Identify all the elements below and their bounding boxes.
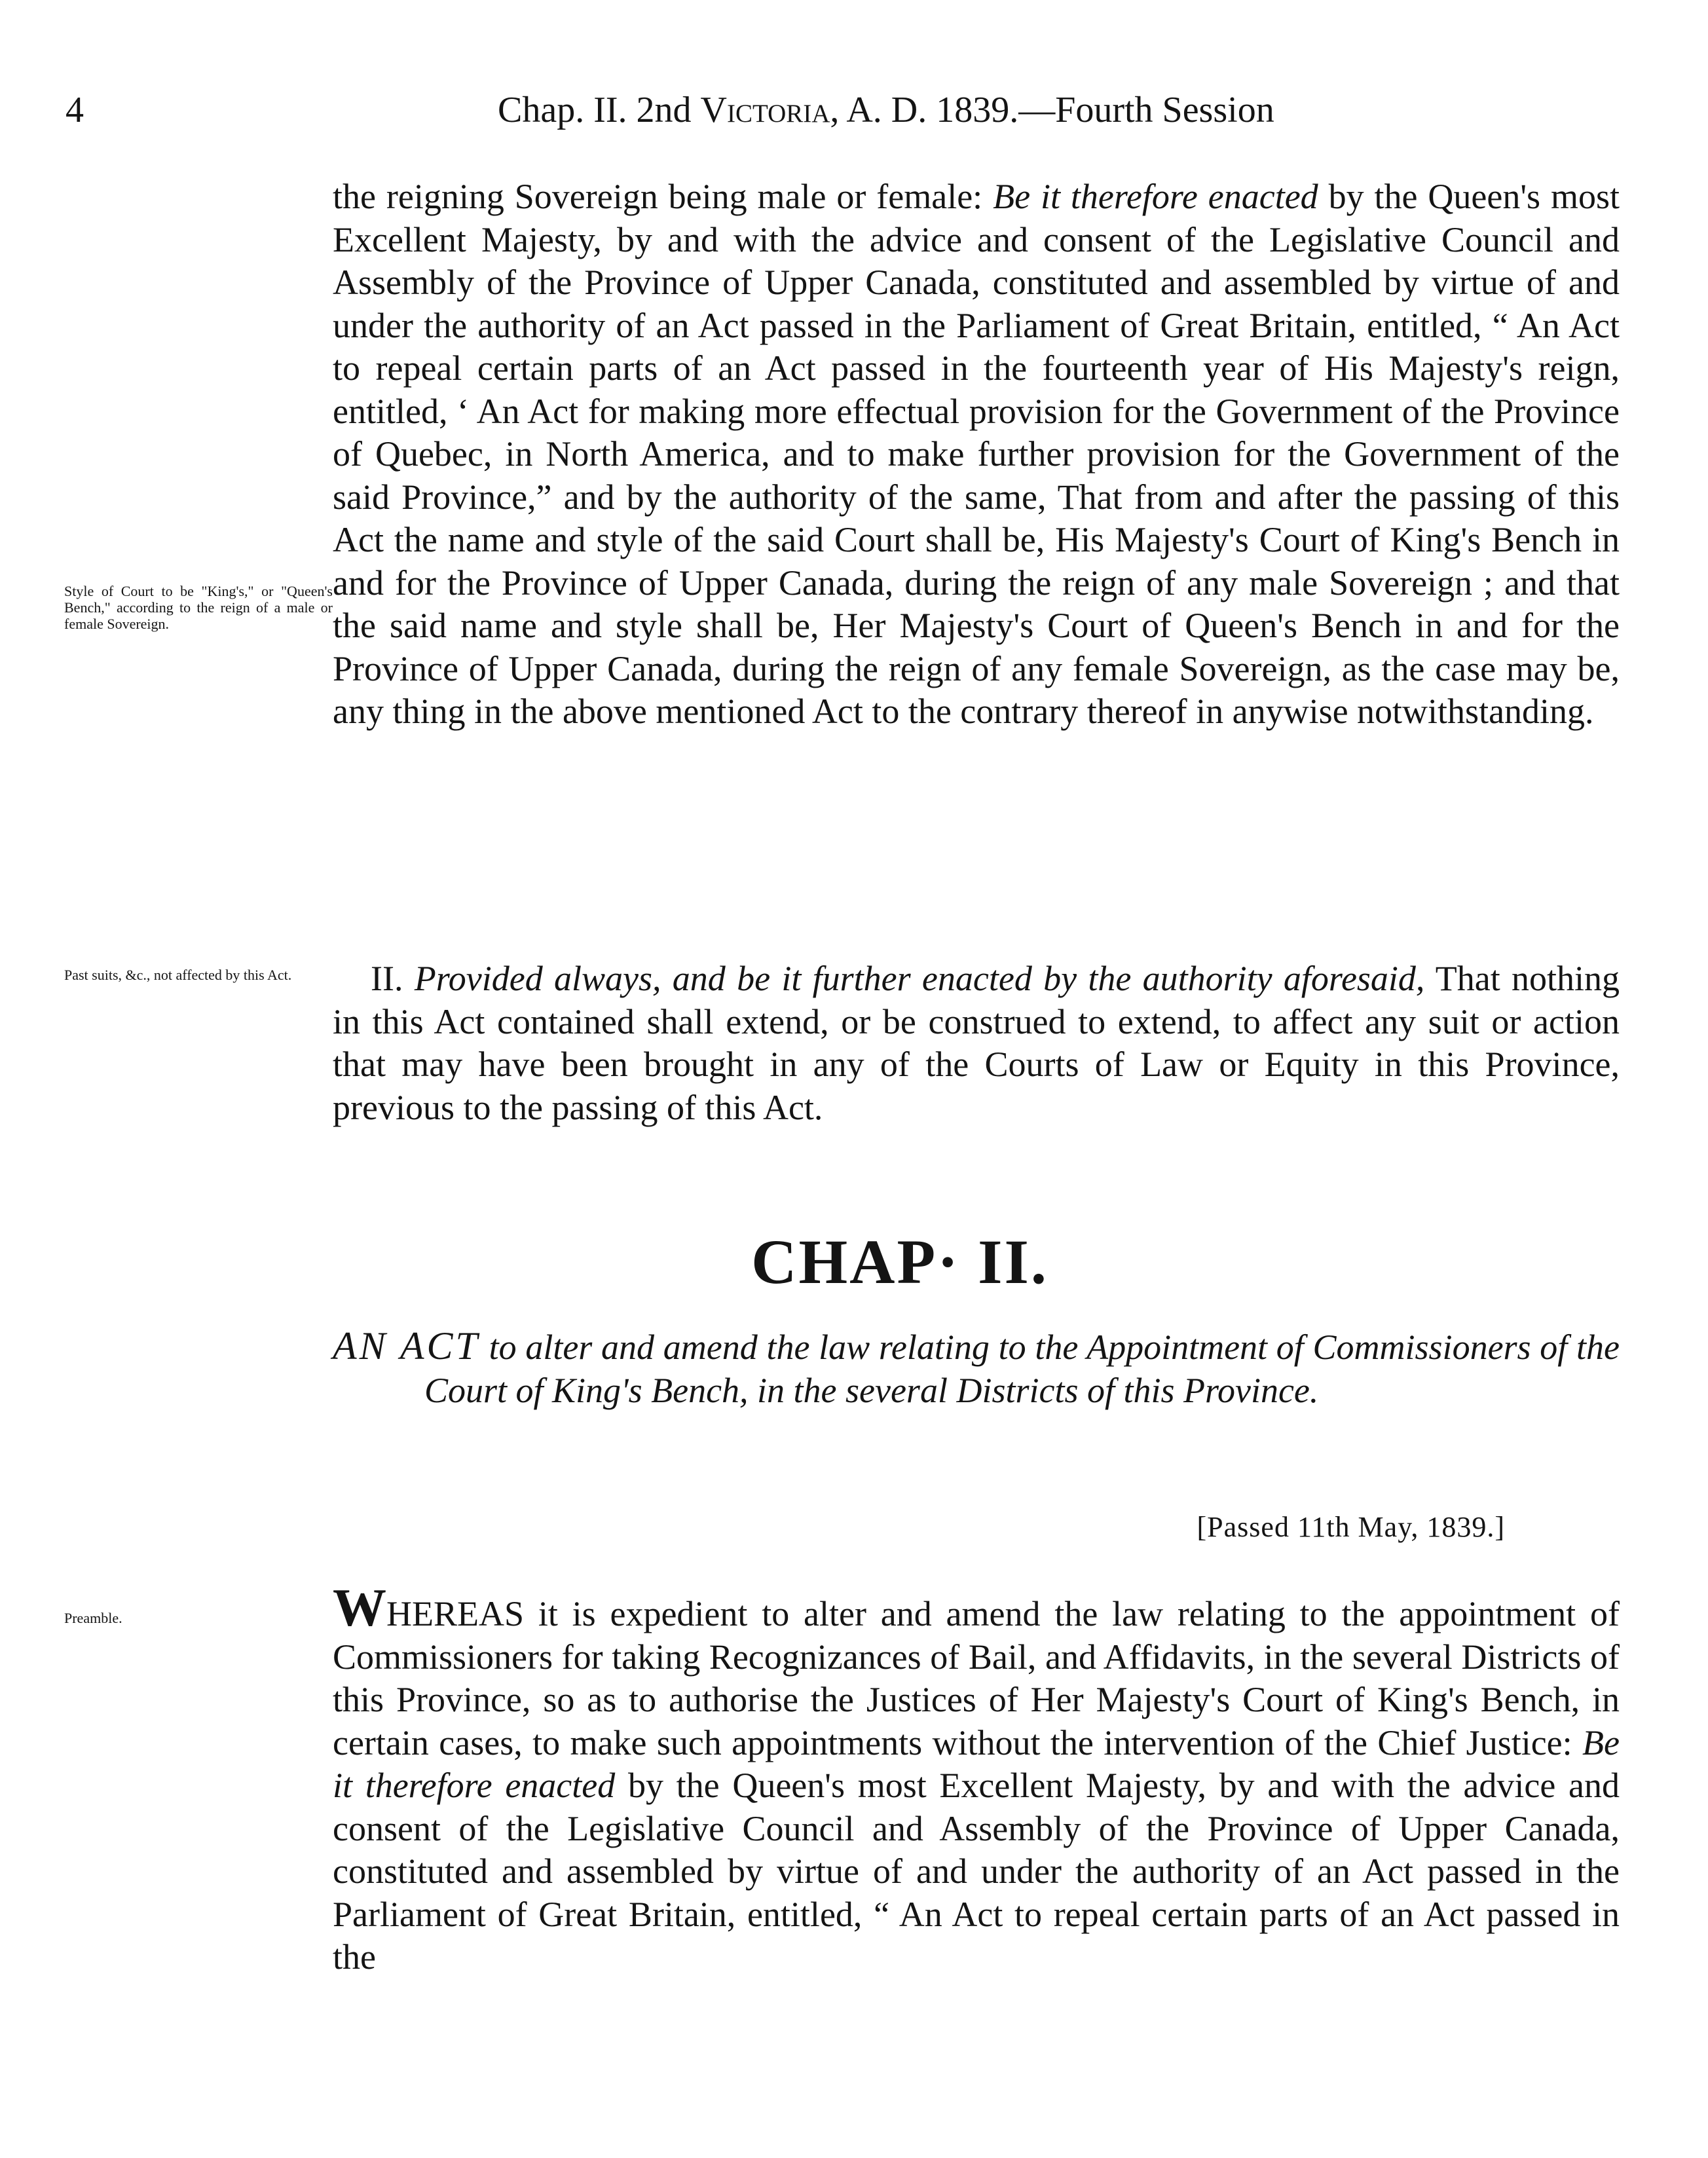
- section-2-number: II.: [371, 959, 403, 998]
- drop-initial: W: [333, 1578, 386, 1637]
- preamble-text: [333, 1578, 1620, 1979]
- margin-note-past-suits: Past suits, &c., not affected by this Act.: [64, 967, 292, 983]
- preamble-part-c: by the Queen's most Excellent Majesty, by and with the advice and consent of the Legislative Council and Assembly of the Province of Upper Canada, constituted and assembled by virtue of and under the authority of an Act passed in the Parliament of Great Britain, entitled, “ An Act to repeal certain parts of an Act passed in the: [333, 1766, 1620, 1977]
- section-1-text: [333, 176, 1620, 734]
- running-head-year: , A. D. 1839.—Fourth Session: [830, 90, 1274, 130]
- act-title-lead: AN ACT: [333, 1324, 480, 1367]
- running-head: [498, 84, 1274, 136]
- margin-note-style-of-court: Style of Court to be "King's," or "Queen's Bench," according to the reign of a male or female Sovereign.: [64, 583, 333, 632]
- act-title: [333, 1324, 1620, 1412]
- preamble-enacting-words: Be it therefore enacted: [333, 1722, 1620, 1805]
- section-1-part-a: the reigning Sovereign being male or female:: [333, 177, 993, 216]
- preamble-part-a: HEREAS it is expedient to alter and amend the law relating to the appointment of Commissioners for taking Recognizances of Bail, and Affidavits, in the several Districts of this Province, so as to authorise the Justices of Her Majesty's Court of King's Bench, in certain cases, to make such appointments without the intervention of the Chief Justice:: [333, 1594, 1620, 1762]
- running-head-reign: Victoria: [700, 90, 830, 130]
- section-2-body: That nothing in this Act contained shall extend, or be construed to extend, to affect any suit or action that may have been brought in any of the Courts of Law or Equity in this Province, previous to the passing of this Act.: [333, 959, 1620, 1127]
- enacting-words: Be it therefore enacted: [993, 177, 1318, 216]
- page-number: 4: [65, 90, 84, 130]
- margin-note-preamble: Preamble.: [64, 1610, 122, 1626]
- running-head-chapter: Chap. II. 2nd: [498, 90, 701, 130]
- page-header: [0, 84, 1708, 136]
- section-1-part-c: by the Queen's most Excellent Majesty, by and with the advice and consent of the Legislative Council and Assembly of the Province of Upper Canada, constituted and assembled by virtue of and under the authority of an Act passed in the Parliament of Great Britain, entitled, “ An Act to repeal certain parts of an Act passed in the fourteenth year of His Majesty's reign, entitled, ‘ An Act for making more effectual provision for the Government of the Province of Quebec, in North America, and to make further provision for the Government of the said Province,” and by the authority of the same, That from and after the passing of this Act the name and style of the said Court shall be, His Majesty's Court of King's Bench in and for the Province of Upper Canada, during the reign of any male Sovereign ; and that the said name and style shall be, Her Majesty's Court of Queen's Bench in and for the Province of Upper Canada, during the reign of any female Sovereign, as the case may be, any thing in the above mentioned Act to the contrary thereof in anywise notwithstanding.: [333, 177, 1620, 731]
- passed-date: [Passed 11th May, 1839.]: [1197, 1511, 1505, 1543]
- chapter-heading: CHAP· II.: [751, 1227, 1049, 1297]
- section-2-text: [333, 958, 1620, 1129]
- act-title-text: to alter and amend the law relating to the Appointment of Commissioners of the Court of King's Bench, in the several Districts of this Province.: [424, 1328, 1620, 1410]
- section-2-proviso: Provided always, and be it further enacted by the authority aforesaid,: [414, 959, 1425, 998]
